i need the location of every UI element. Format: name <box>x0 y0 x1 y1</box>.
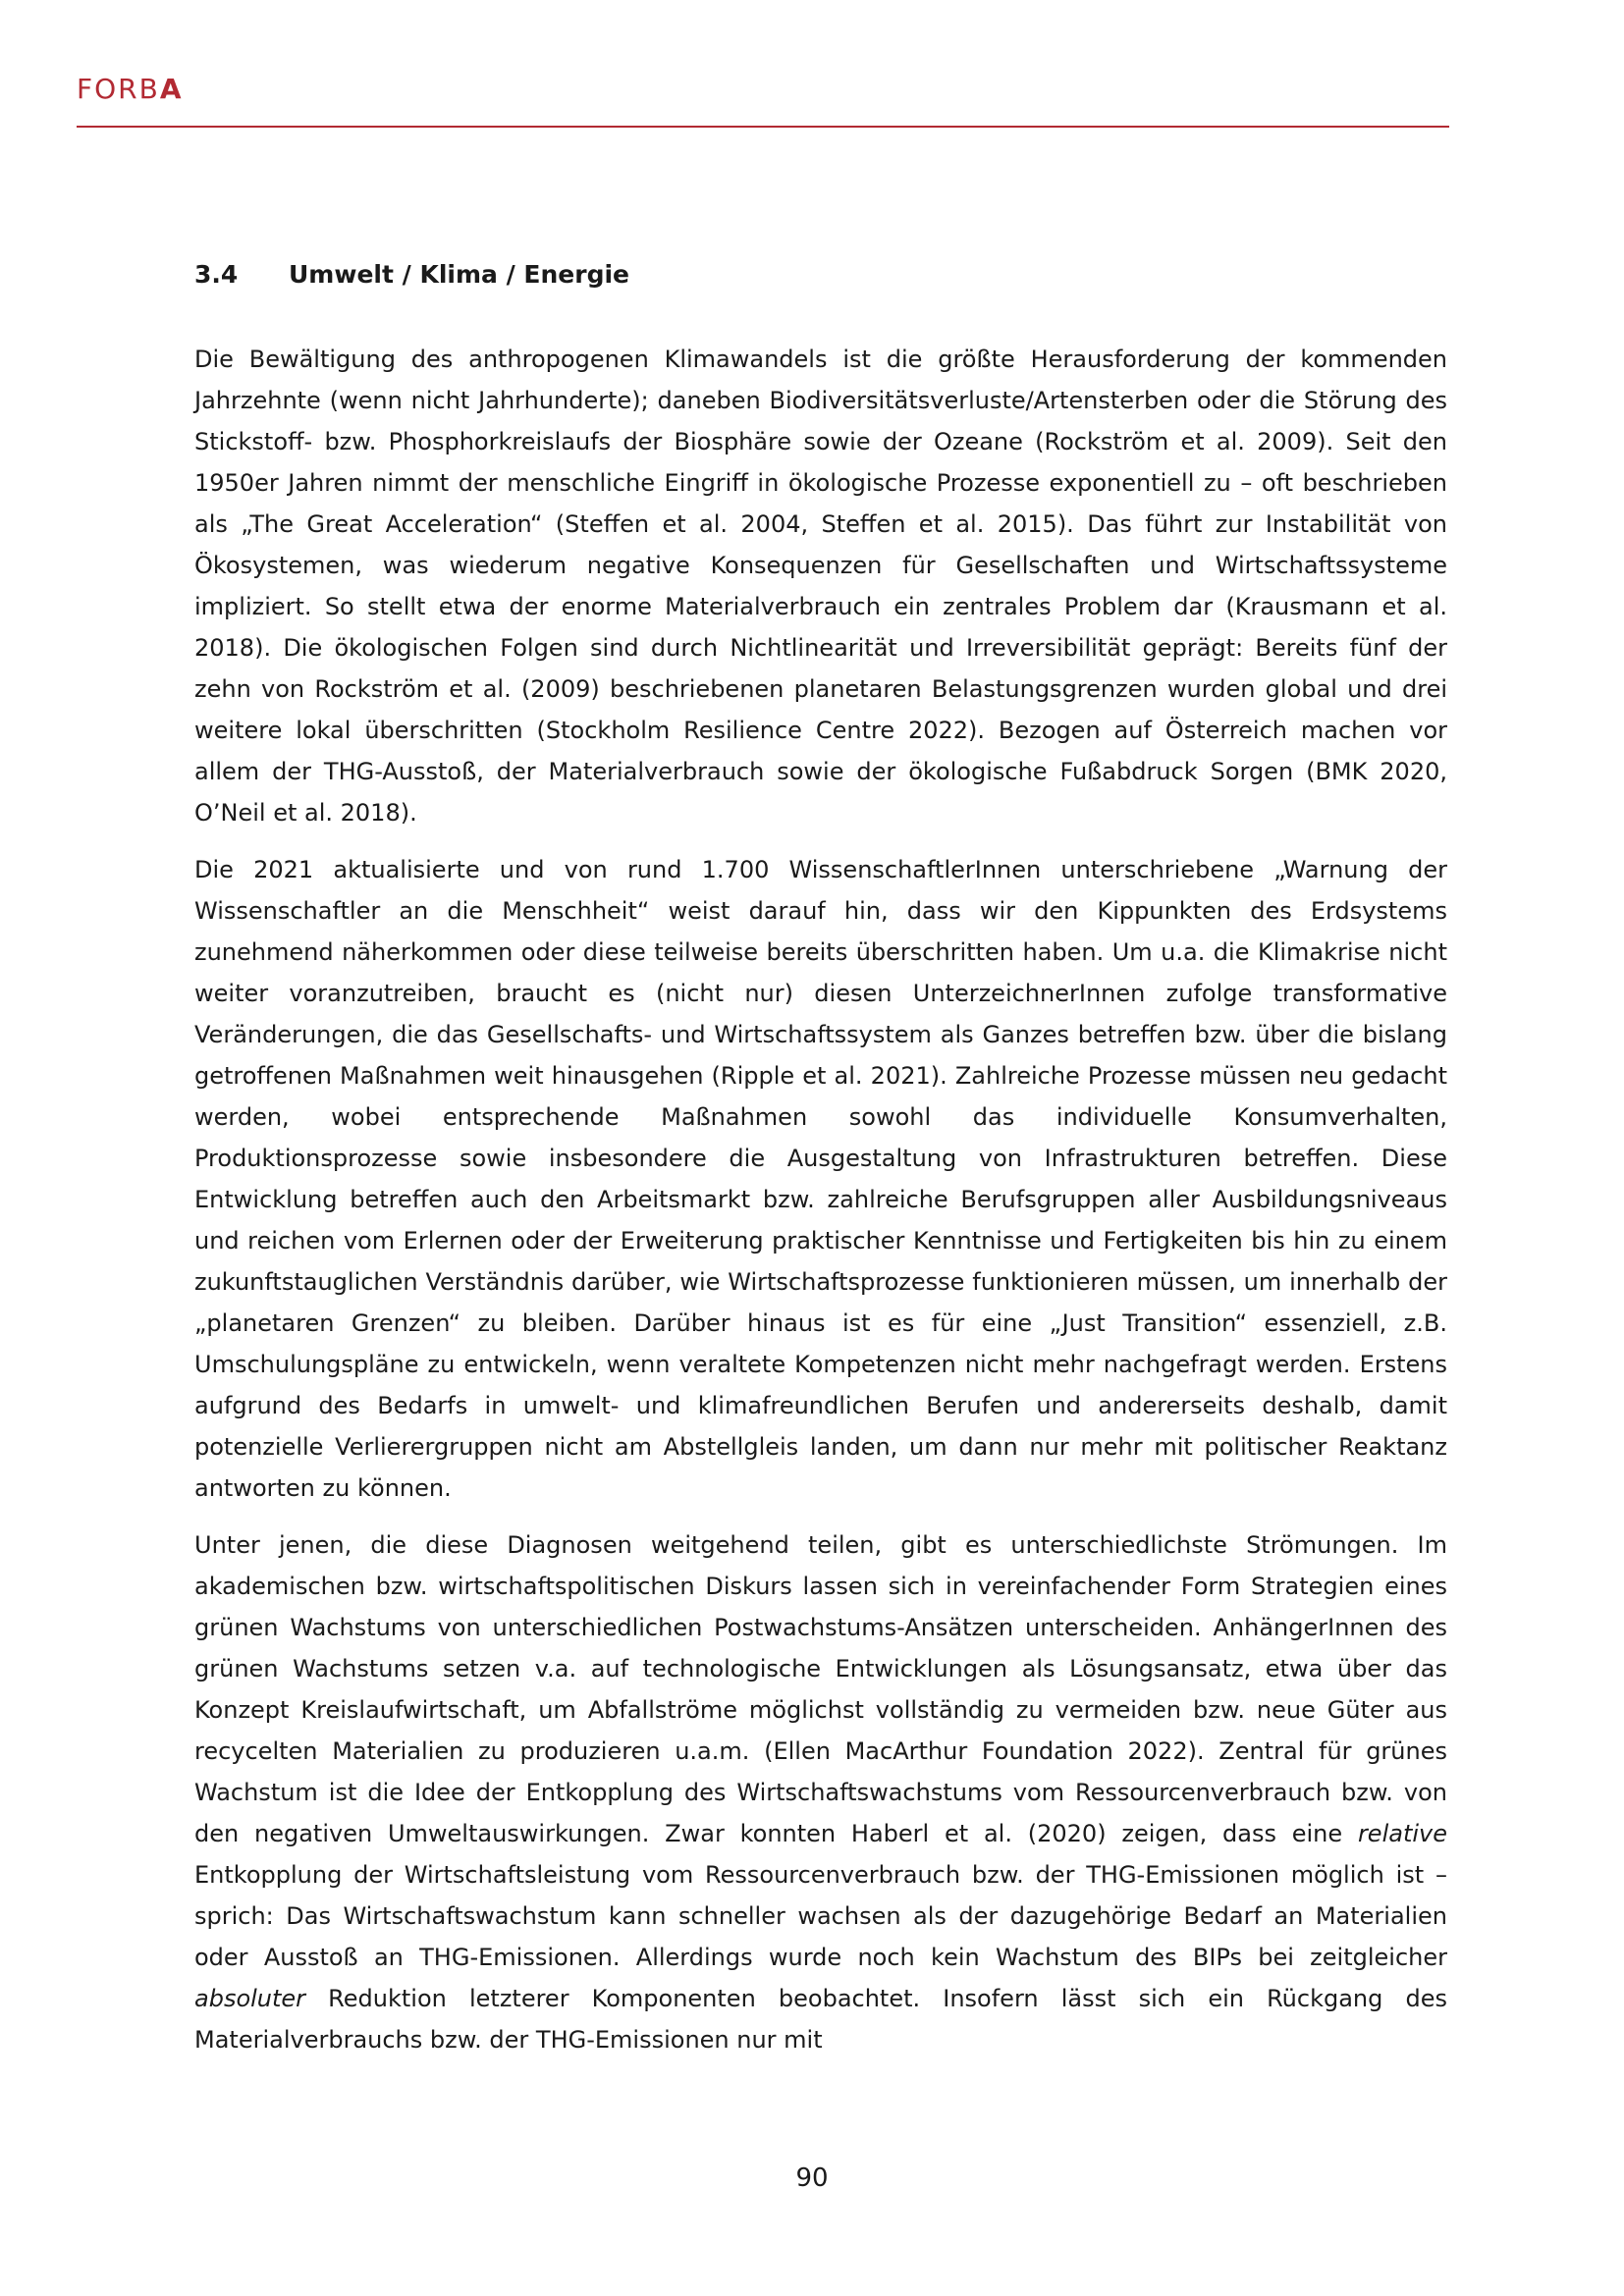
paragraph-2: Die 2021 aktualisierte und von rund 1.700 WissenschaftlerInnen unterschriebene „Warnung der Wissenschaftler an die Menschheit“ weist darauf hin, dass wir den Kippunkten des Erdsystems zunehmend näherkommen oder diese teilweise bereits überschritten haben. Um u.a. die Klimakrise nicht weiter voranzutreiben, braucht es (nicht nur) diesen UnterzeichnerInnen zufolge transformative Veränderungen, die das Gesellschafts- und Wirtschaftssystem als Ganzes betreffen bzw. über die bislang getroffenen Maßnahmen weit hinausgehen (Ripple et al. 2021). Zahlreiche Prozesse müssen neu gedacht werden, wobei entsprechende Maßnahmen sowohl das individuelle Konsumverhalten, Produktionsprozesse sowie insbesondere die Ausgestaltung von Infrastrukturen betreffen. Diese Entwicklung betreffen auch den Arbeitsmarkt bzw. zahlreiche Berufsgruppen aller Ausbildungsniveaus und reichen vom Erlernen oder der Erweiterung praktischer Kenntnisse und Fertigkeiten bis hin zu einem zukunftstauglichen Verständnis darüber, wie Wirtschaftsprozesse funktionieren müssen, um innerhalb der „planetaren Grenzen“ zu bleiben. Darüber hinaus ist es für eine „Just Transition“ essenziell, z.B. Umschulungspläne zu entwickeln, wenn veraltete Kompetenzen nicht mehr nachgefragt werden. Erstens aufgrund des Bedarfs in umwelt- und klimafreundlichen Berufen und andererseits deshalb, damit potenzielle Verlierergruppen nicht am Abstellgleis landen, um dann nur mehr mit politischer Reaktanz antworten zu können. <box>194 856 1447 1502</box>
page-body <box>194 255 1447 2076</box>
page-number: 90 <box>795 2163 829 2193</box>
forba-logo <box>77 73 183 105</box>
paragraph-3-part-1: Unter jenen, die diese Diagnosen weitgehend teilen, gibt es unterschiedlichste Strömungen. Im akademischen bzw. wirtschaftspolitischen Diskurs lassen sich in vereinfachender Form Strategien eines grünen Wachstums von unterschiedlichen Postwachstums-Ansätzen unterscheiden. AnhängerInnen des grünen Wachstums setzen v.a. auf technologische Entwicklungen als Lösungsansatz, etwa über das Konzept Kreislaufwirtschaft, um Abfallströme möglichst vollständig zu vermeiden bzw. neue Güter aus recycelten Materialien zu produzieren u.a.m. (Ellen MacArthur Foundation 2022). Zentral für grünes Wachstum ist die Idee der Entkopplung des Wirtschaftswachstums vom Ressourcenverbrauch bzw. von den negativen Umweltauswirkungen. Zwar konnten Haberl et al. (2020) zeigen, dass eine <box>194 1531 1447 1847</box>
header-divider <box>77 126 1449 128</box>
paragraph-1: Die Bewältigung des anthropogenen Klimawandels ist die größte Herausforderung der kommenden Jahrzehnte (wenn nicht Jahrhunderte); daneben Biodiversitätsverluste/Artensterben oder die Störung des Stickstoff- bzw. Phosphorkreislaufs der Biosphäre sowie der Ozeane (Rockström et al. 2009). Seit den 1950er Jahren nimmt der menschliche Eingriff in ökologische Prozesse exponentiell zu – oft beschrieben als „The Great Acceleration“ (Steffen et al. 2004, Steffen et al. 2015). Das führt zur Instabilität von Ökosystemen, was wiederum negative Konsequenzen für Gesellschaften und Wirtschaftssysteme impliziert. So stellt etwa der enorme Materialverbrauch ein zentrales Problem dar (Krausmann et al. 2018). Die ökologischen Folgen sind durch Nichtlinearität und Irreversibilität geprägt: Bereits fünf der zehn von Rockström et al. (2009) beschriebenen planetaren Belastungsgrenzen wurden global und drei weitere lokal überschritten (Stockholm Resilience Centre 2022). Bezogen auf Österreich machen vor allem der THG-Ausstoß, der Materialverbrauch sowie der ökologische Fußabdruck Sorgen (BMK 2020, O’Neil et al. 2018). <box>194 346 1447 827</box>
logo-text-light: FORB <box>77 73 160 105</box>
emphasis-relative: relative <box>1357 1820 1447 1847</box>
section-heading <box>194 255 1447 294</box>
paragraph-3-part-3: Reduktion letzterer Komponenten beobachtet. Insofern lässt sich ein Rückgang des Materialverbrauchs bzw. der THG-Emissionen nur mit <box>194 1985 1447 2054</box>
paragraph-3-part-2: Entkopplung der Wirtschaftsleistung vom Ressourcenverbrauch bzw. der THG-Emissionen möglich ist – sprich: Das Wirtschaftswachstum kann schneller wachsen als der dazugehörige Bedarf an Materialien oder Ausstoß an THG-Emissionen. Allerdings wurde noch kein Wachstum des BIPs bei zeitgleicher <box>194 1861 1447 1971</box>
section-title: Umwelt / Klima / Energie <box>289 260 630 289</box>
emphasis-absoluter: absoluter <box>194 1985 306 2012</box>
paragraph-3 <box>194 1524 1447 2060</box>
section-number: 3.4 <box>194 260 239 289</box>
logo-text-bold: A <box>159 73 184 105</box>
